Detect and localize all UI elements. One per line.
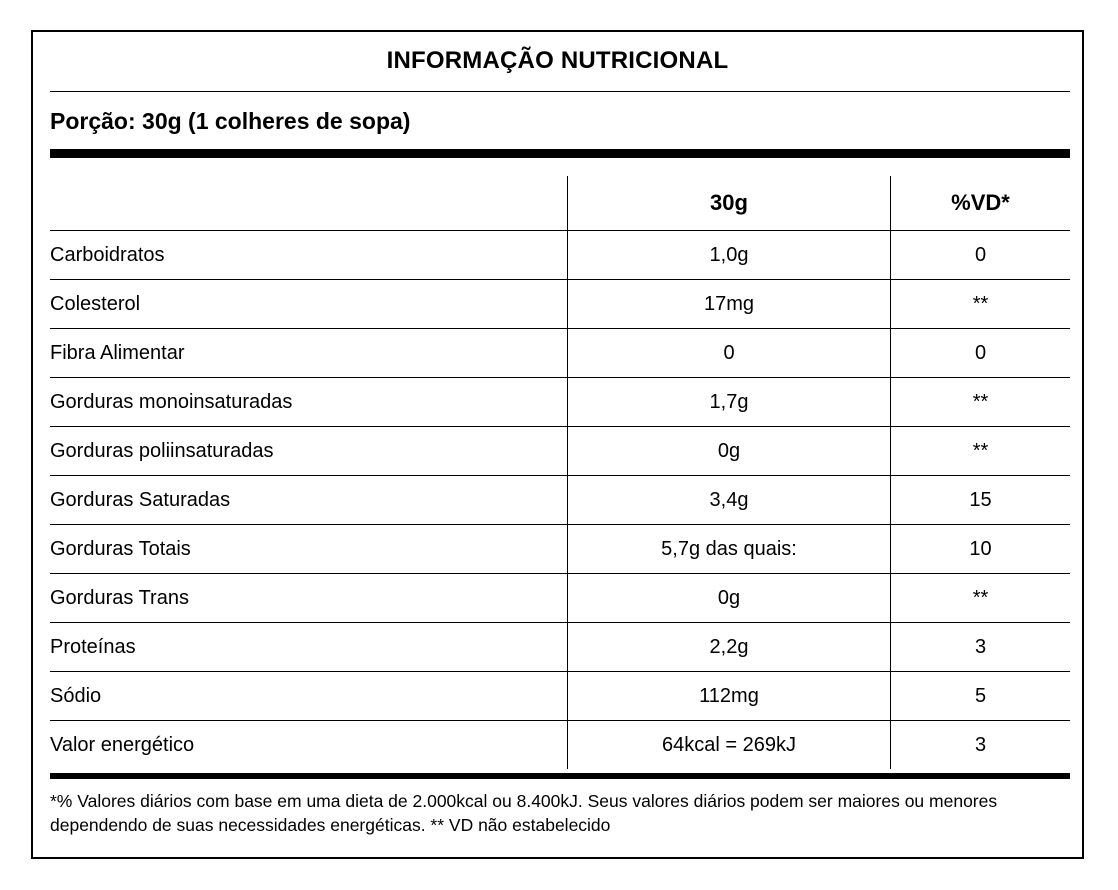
table-row [50,427,1070,476]
nutrient-dv: 3 [891,623,1071,672]
nutrient-dv: 5 [891,672,1071,721]
nutrient-dv: ** [891,280,1071,329]
table-row [50,280,1070,329]
nutrient-amount: 17mg [568,280,891,329]
nutrient-dv: 10 [891,525,1071,574]
table-row [50,231,1070,280]
nutrient-name: Carboidratos [50,231,568,280]
nutrient-dv: 3 [891,721,1071,770]
table-row [50,574,1070,623]
nutrient-amount: 1,7g [568,378,891,427]
nutrition-table [50,176,1070,769]
nutrient-amount: 0 [568,329,891,378]
footnote: *% Valores diários com base em uma dieta de 2.000kcal ou 8.400kJ. Seus valores diários podem ser maiores ou menores dependendo de suas necessidades energéticas. ** VD não estabelecido [50,791,998,835]
table-row [50,476,1070,525]
nutrient-amount: 2,2g [568,623,891,672]
dv-column-header: %VD* [891,176,1071,231]
nutrient-dv: 15 [891,476,1071,525]
header-thick-divider [50,149,1070,158]
panel-title: INFORMAÇÃO NUTRICIONAL [386,47,729,74]
table-row [50,329,1070,378]
nutrient-name: Colesterol [50,280,568,329]
nutrient-dv: ** [891,378,1071,427]
table-header-row [50,176,1070,231]
nutrient-name: Gorduras monoinsaturadas [50,378,568,427]
nutrient-dv: 0 [891,231,1071,280]
nutrition-facts-panel [31,30,1084,859]
table-row [50,672,1070,721]
nutrient-column-header [50,176,568,231]
nutrient-amount: 0g [568,427,891,476]
table-row [50,378,1070,427]
nutrient-amount: 112mg [568,672,891,721]
table-row [50,721,1070,770]
amount-column-header: 30g [568,176,891,231]
nutrient-name: Sódio [50,672,568,721]
nutrient-dv: 0 [891,329,1071,378]
nutrient-amount: 3,4g [568,476,891,525]
table-row [50,525,1070,574]
nutrient-name: Gorduras Saturadas [50,476,568,525]
footer-thick-divider [50,773,1070,779]
nutrient-amount: 5,7g das quais: [568,525,891,574]
nutrient-name: Gorduras Totais [50,525,568,574]
nutrient-name: Fibra Alimentar [50,329,568,378]
nutrient-amount: 64kcal = 269kJ [568,721,891,770]
portion-size: Porção: 30g (1 colheres de sopa) [50,108,411,134]
nutrient-amount: 0g [568,574,891,623]
nutrient-amount: 1,0g [568,231,891,280]
nutrient-dv: ** [891,574,1071,623]
nutrient-dv: ** [891,427,1071,476]
nutrient-name: Gorduras Trans [50,574,568,623]
nutrient-name: Gorduras poliinsaturadas [50,427,568,476]
nutrient-name: Valor energético [50,733,195,756]
title-divider [50,91,1070,92]
nutrient-name: Proteínas [50,623,568,672]
table-row [50,623,1070,672]
